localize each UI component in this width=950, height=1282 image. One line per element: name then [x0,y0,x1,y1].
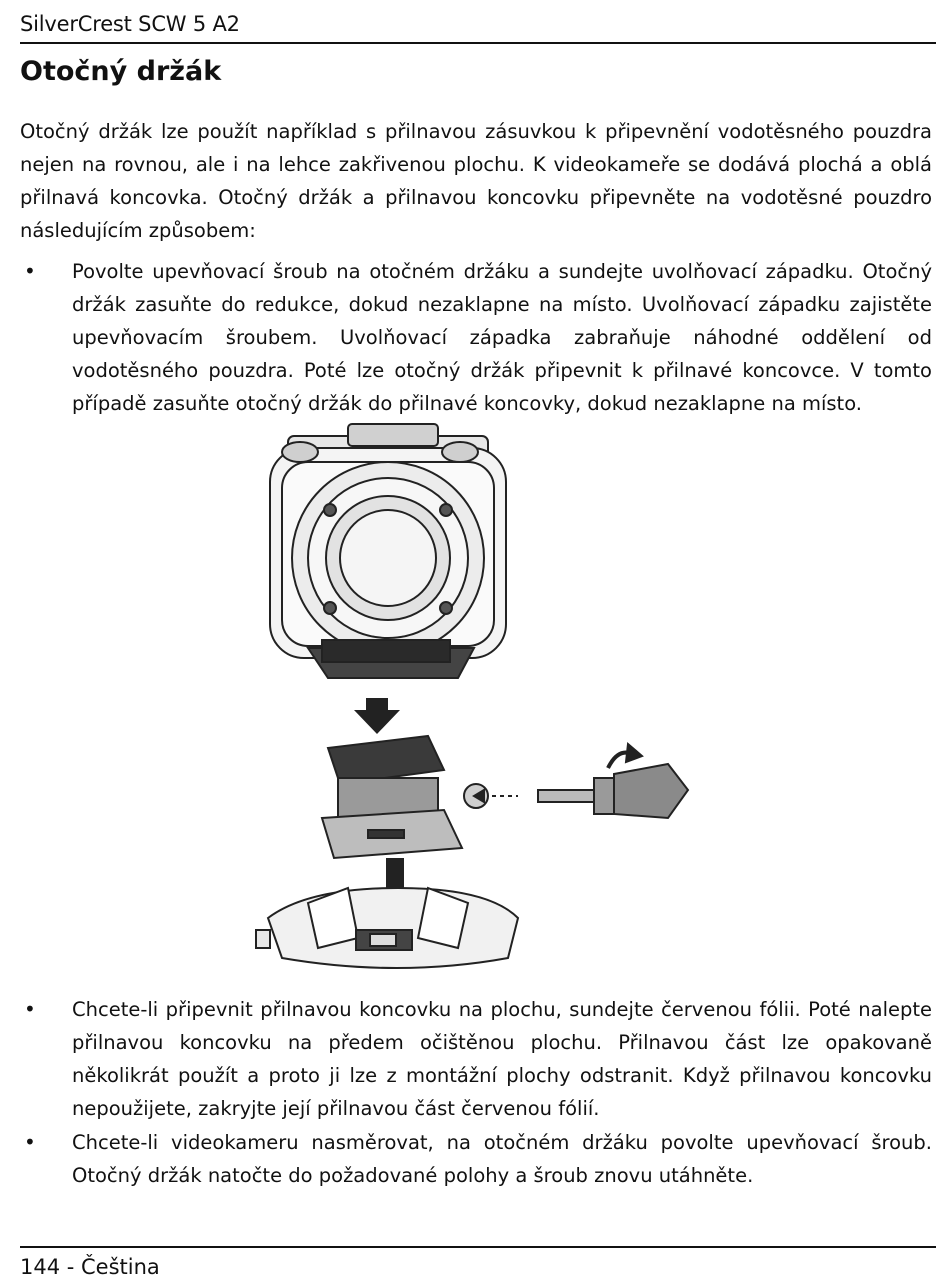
bullet-icon: • [24,997,36,1021]
page-number: 144 - Čeština [20,1255,160,1279]
screw-drawing [464,744,688,818]
list-item [20,993,932,1125]
bullet-icon: • [24,1130,36,1154]
list-item-text: Chcete-li videokameru nasměrovat, na otočném držáku povolte upevňovací šroub. Otočný držák natočte do požadované polohy a šroub znovu utáhněte. [72,1131,932,1187]
page-header [20,8,936,44]
list-item [20,1126,932,1192]
swivel-mount-drawing [322,736,462,858]
list-item-text: Povolte upevňovací šroub na otočném držáku a sundejte uvolňovací západku. Otočný držák zasuňte do redukce, dokud nezaklapne na místo. Uvolňovací západku zajistěte upevňovacím šroubem. Uvolňovací západka zabraňuje náhodné oddělení od vodotěsného pouzdra. Poté lze otočný držák připevnit k přilnavé koncovce. V tomto případě zasuňte otočný držák do přilnavé koncovky, dokud nezaklapne na místo. [72,260,932,415]
list-item [20,255,932,420]
mount-assembly-illustration [248,418,708,990]
waterproof-housing-drawing [270,424,506,678]
header-text: SilverCrest SCW 5 A2 [20,12,240,36]
intro-paragraph: Otočný držák lze použít například s přilnavou zásuvkou k připevnění vodotěsného pouzdra nejen na rovnou, ale i na lehce zakřivenou plochu. K videokameře se dodává plochá a oblá přilnavá koncovka. Otočný držák a přilnavou koncovku připevněte na vodotěsné pouzdro následujícím způsobem: [20,120,932,242]
bullet-icon: • [24,259,36,283]
adhesive-base-drawing [256,888,518,968]
list-item-text: Chcete-li připevnit přilnavou koncovku na plochu, sundejte červenou fólii. Poté nalepte přilnavou koncovku na předem očištěnou plochu. Přilnavou část lze opakovaně několikrát použít a proto ji lze z montážní plochy odstranit. Když přilnavou koncovku nepoužijete, zakryjte její přilnavou část červenou fólií. [72,998,932,1120]
arrow-down-icon [354,698,400,734]
section-title: Otočný držák [20,56,222,87]
